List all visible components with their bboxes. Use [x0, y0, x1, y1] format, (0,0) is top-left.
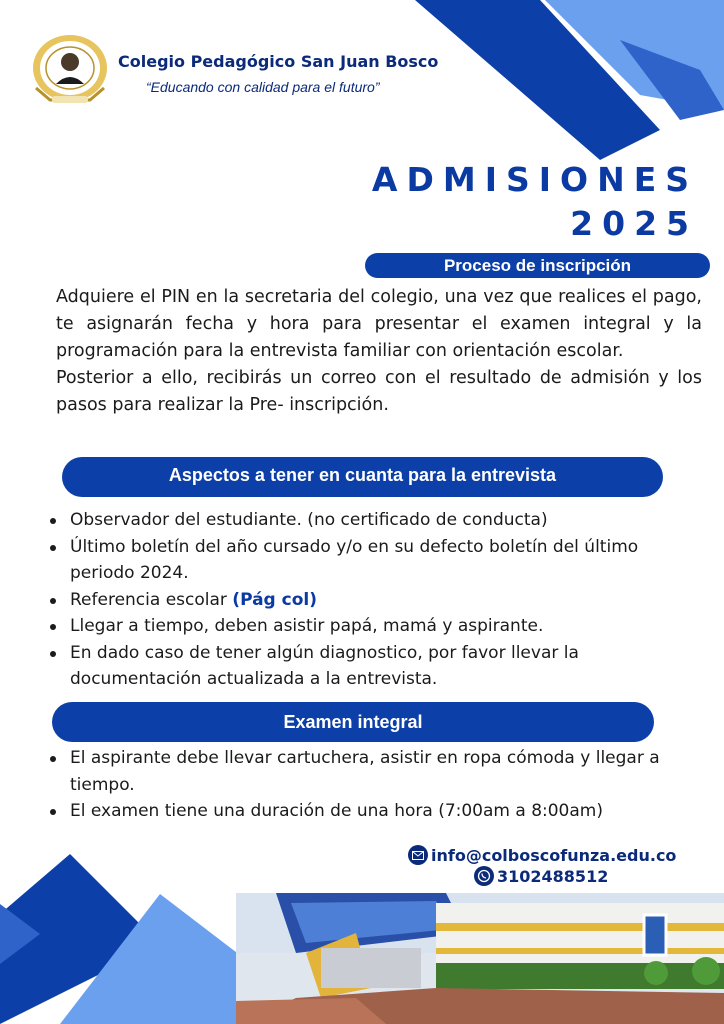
- process-paragraph-2: Posterior a ello, recibirás un correo con el resultado de admisión y los pasos para realizar la Pre- inscripción.: [56, 368, 702, 415]
- school-logo-icon: [30, 30, 110, 108]
- list-item: Último boletín del año cursado y/o en su defecto boletín del último periodo 2024.: [48, 534, 688, 587]
- interview-list: [48, 507, 688, 693]
- reference-label: Referencia escolar: [70, 589, 227, 610]
- process-paragraph-1: Adquiere el PIN en la secretaria del colegio, una vez que realices el pago, te asignarán fecha y hora para presentar el examen integral y la programación para la entrevista familiar con orientación escolar.: [56, 287, 702, 361]
- list-item: El examen tiene una duración de una hora (7:00am a 8:00am): [48, 798, 688, 825]
- list-item: El aspirante debe llevar cartuchera, asistir en ropa cómoda y llegar a tiempo.: [48, 745, 688, 798]
- process-description: [56, 284, 702, 419]
- school-name: Colegio Pedagógico San Juan Bosco: [118, 52, 439, 71]
- school-photo: [236, 893, 724, 1024]
- list-item: Llegar a tiempo, deben asistir papá, mamá y aspirante.: [48, 613, 688, 640]
- list-item: Observador del estudiante. (no certificado de conducta): [48, 507, 688, 534]
- school-slogan: “Educando con calidad para el futuro”: [146, 79, 380, 95]
- list-item: [48, 587, 688, 614]
- exam-list: [48, 745, 688, 825]
- list-item: En dado caso de tener algún diagnostico, por favor llevar la documentación actualizada a la entrevista.: [48, 640, 688, 693]
- whatsapp-icon: [474, 866, 494, 886]
- contact-phone[interactable]: [474, 866, 608, 886]
- interview-heading: Aspectos a tener en cuanta para la entrevista: [62, 457, 663, 497]
- contact-email-text[interactable]: info@colboscofunza.edu.co: [431, 845, 677, 865]
- reference-highlight: (Pág col): [232, 589, 317, 610]
- process-heading: Proceso de inscripción: [365, 253, 710, 278]
- page-title-year: 2025: [570, 204, 698, 243]
- mail-icon: [408, 845, 428, 865]
- page-title: ADMISIONES: [371, 160, 698, 199]
- school-header: [30, 30, 120, 108]
- contact-email[interactable]: [408, 845, 676, 865]
- exam-heading: Examen integral: [52, 702, 654, 742]
- contact-phone-text[interactable]: 3102488512: [497, 866, 609, 886]
